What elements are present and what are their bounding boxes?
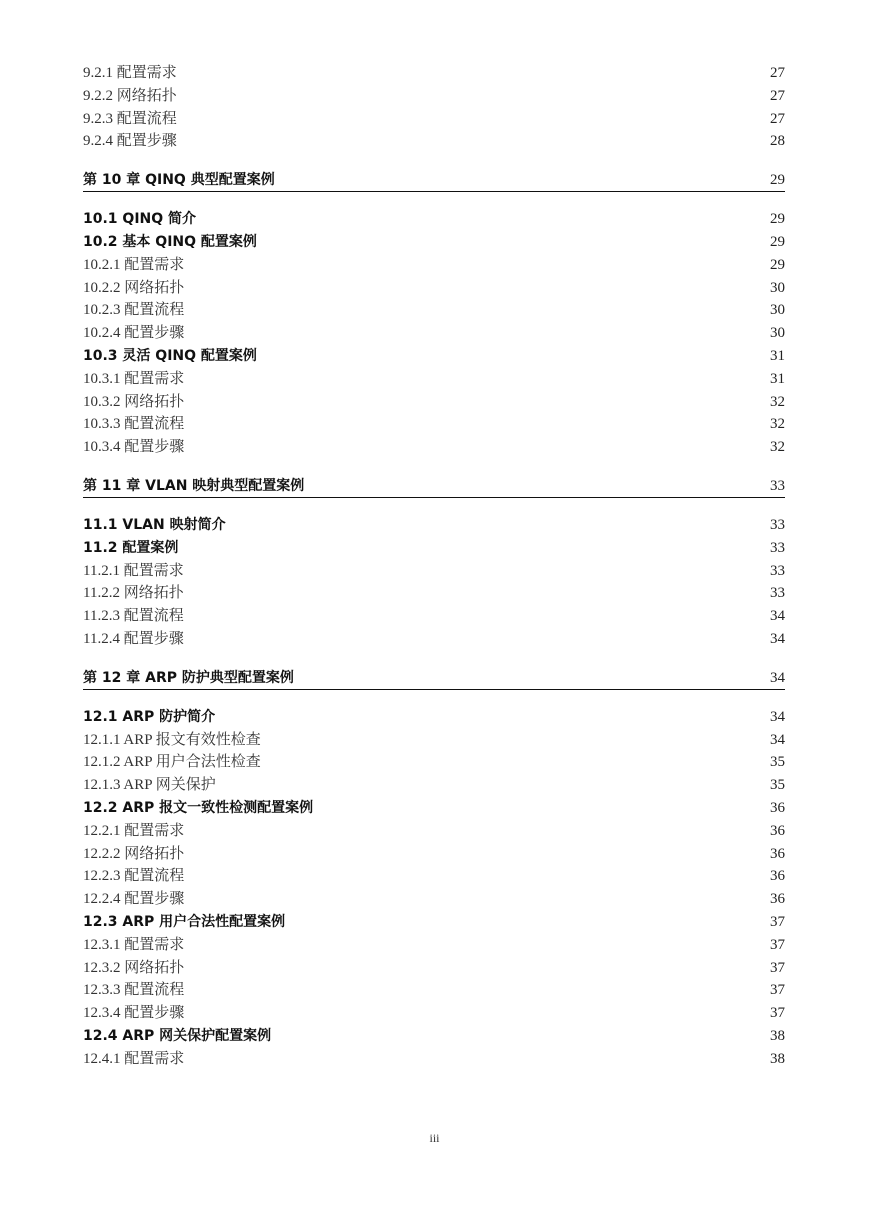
toc-entry-title: 11.1 VLAN 映射简介 [83, 516, 226, 533]
toc-entry-title: 11.2.2 网络拓扑 [83, 585, 184, 602]
toc-entry-title: 12.1.2 ARP 用户合法性检查 [83, 754, 261, 771]
toc-subsection-entry[interactable] [83, 62, 785, 85]
toc-entry-page: 33 [770, 585, 785, 602]
page-number: iii [429, 1131, 440, 1145]
toc-entry-page: 31 [770, 347, 785, 364]
toc-entry-page: 29 [770, 233, 785, 250]
toc-entry-title: 10.2.4 配置步骤 [83, 325, 185, 342]
toc-subsection-entry[interactable] [83, 774, 785, 797]
toc-entry-title: 第 11 章 VLAN 映射典型配置案例 [83, 477, 305, 494]
toc-entry-page: 37 [770, 913, 785, 930]
toc-entry-title: 10.3.2 网络拓扑 [83, 393, 185, 410]
toc-entry-title: 10.3 灵活 QINQ 配置案例 [83, 347, 257, 364]
toc-chapter-entry[interactable] [83, 667, 785, 690]
toc-section-entry[interactable] [83, 706, 785, 729]
toc-entry-page: 37 [770, 936, 785, 953]
toc-subsection-entry[interactable] [83, 85, 785, 108]
toc-section-entry[interactable] [83, 345, 785, 368]
toc-entry-page: 36 [770, 845, 785, 862]
toc-subsection-entry[interactable] [83, 820, 785, 843]
toc-subsection-entry[interactable] [83, 108, 785, 131]
toc-subsection-entry[interactable] [83, 605, 785, 628]
toc-entry-page: 29 [770, 256, 785, 273]
toc-entry-title: 11.2.1 配置需求 [83, 562, 184, 579]
toc-subsection-entry[interactable] [83, 413, 785, 436]
toc-entry-title: 10.3.4 配置步骤 [83, 439, 185, 456]
toc-subsection-entry[interactable] [83, 391, 785, 414]
toc-entry-page: 35 [770, 754, 785, 771]
toc-entry-page: 27 [770, 110, 785, 127]
toc-entry-title: 10.2.1 配置需求 [83, 256, 185, 273]
toc-entry-title: 12.3.4 配置步骤 [83, 1005, 185, 1022]
toc-section-entry[interactable] [83, 797, 785, 820]
toc-entry-page: 34 [770, 669, 785, 686]
toc-entry-page: 36 [770, 799, 785, 816]
toc-entry-title: 10.3.1 配置需求 [83, 370, 185, 387]
toc-section-entry[interactable] [83, 537, 785, 560]
toc-subsection-entry[interactable] [83, 628, 785, 651]
toc-entry-page: 34 [770, 708, 785, 725]
toc-entry-page: 32 [770, 439, 785, 456]
toc-entry-title: 11.2.3 配置流程 [83, 608, 184, 625]
toc-subsection-entry[interactable] [83, 130, 785, 153]
toc-entry-page: 28 [770, 133, 785, 150]
toc-entry-title: 9.2.1 配置需求 [83, 65, 177, 81]
toc-entry-title: 第 10 章 QINQ 典型配置案例 [83, 172, 275, 189]
toc-entry-title: 12.1 ARP 防护简介 [83, 708, 216, 725]
toc-subsection-entry[interactable] [83, 1048, 785, 1071]
toc-entry-title: 11.2 配置案例 [83, 539, 179, 556]
toc-entry-title: 12.2 ARP 报文一致性检测配置案例 [83, 799, 314, 816]
toc-entry-title: 10.3.3 配置流程 [83, 416, 185, 433]
toc-entry-page: 34 [770, 608, 785, 625]
toc-entry-page: 33 [770, 477, 785, 494]
toc-entry-page: 34 [770, 731, 785, 748]
toc-subsection-entry[interactable] [83, 843, 785, 866]
toc-subsection-entry[interactable] [83, 934, 785, 957]
toc-entry-page: 35 [770, 777, 785, 794]
toc-entry-page: 37 [770, 1005, 785, 1022]
toc-entry-title: 10.2.3 配置流程 [83, 302, 185, 319]
toc-entry-page: 32 [770, 393, 785, 410]
toc-entry-page: 36 [770, 868, 785, 885]
toc-entry-page: 33 [770, 562, 785, 579]
toc-entry-title: 12.1.3 ARP 网关保护 [83, 777, 216, 794]
toc-subsection-entry[interactable] [83, 957, 785, 980]
toc-entry-title: 9.2.3 配置流程 [83, 110, 177, 127]
toc-entry-page: 34 [770, 630, 785, 647]
toc-entry-title: 12.2.3 配置流程 [83, 868, 185, 885]
toc-entry-title: 12.3 ARP 用户合法性配置案例 [83, 913, 286, 930]
toc-entry-page: 29 [770, 211, 785, 228]
toc-subsection-entry[interactable] [83, 1002, 785, 1025]
toc-entry-page: 31 [770, 370, 785, 387]
toc-entry-title: 10.1 QINQ 简介 [83, 211, 197, 228]
toc-entry-title: 10.2 基本 QINQ 配置案例 [83, 233, 257, 250]
toc-entry-page: 27 [770, 65, 785, 81]
toc-section-entry[interactable] [83, 1025, 785, 1048]
toc-section-entry[interactable] [83, 911, 785, 934]
toc-entry-page: 38 [770, 1027, 785, 1044]
toc-subsection-entry[interactable] [83, 368, 785, 391]
toc-entry-page: 30 [770, 325, 785, 342]
toc-subsection-entry[interactable] [83, 322, 785, 345]
toc-subsection-entry[interactable] [83, 254, 785, 277]
toc-section-entry[interactable] [83, 514, 785, 537]
toc-subsection-entry[interactable] [83, 277, 785, 300]
toc-entry-title: 9.2.4 配置步骤 [83, 133, 177, 150]
toc-entry-page: 37 [770, 982, 785, 999]
toc-subsection-entry[interactable] [83, 582, 785, 605]
toc-entry-page: 37 [770, 959, 785, 976]
toc-entry-title: 12.4.1 配置需求 [83, 1050, 185, 1067]
toc-entry-title: 12.3.3 配置流程 [83, 982, 185, 999]
toc-entry-title: 12.2.4 配置步骤 [83, 891, 185, 908]
toc-entry-page: 30 [770, 279, 785, 296]
toc-entry-page: 32 [770, 416, 785, 433]
toc-entry-page: 38 [770, 1050, 785, 1067]
toc-subsection-entry[interactable] [83, 436, 785, 459]
toc-subsection-entry[interactable] [83, 888, 785, 911]
toc-subsection-entry[interactable] [83, 865, 785, 888]
toc-section-entry[interactable] [83, 231, 785, 254]
toc-entry-title: 12.3.1 配置需求 [83, 936, 185, 953]
toc-entry-page: 33 [770, 516, 785, 533]
toc-entry-page: 36 [770, 891, 785, 908]
toc-entry-title: 第 12 章 ARP 防护典型配置案例 [83, 669, 294, 686]
toc-entry-title: 9.2.2 网络拓扑 [83, 87, 177, 104]
toc-entry-page: 29 [770, 172, 785, 189]
toc-entry-page: 27 [770, 87, 785, 104]
toc-entry-title: 12.3.2 网络拓扑 [83, 959, 185, 976]
toc-subsection-entry[interactable] [83, 751, 785, 774]
toc-chapter-entry[interactable] [83, 169, 785, 192]
toc-entry-page: 33 [770, 539, 785, 556]
toc-subsection-entry[interactable] [83, 560, 785, 583]
toc-entry-title: 10.2.2 网络拓扑 [83, 279, 185, 296]
toc-section-entry[interactable] [83, 208, 785, 231]
toc-subsection-entry[interactable] [83, 729, 785, 752]
table-of-contents [83, 62, 785, 1070]
toc-entry-page: 36 [770, 822, 785, 839]
toc-entry-page: 30 [770, 302, 785, 319]
toc-entry-title: 12.1.1 ARP 报文有效性检查 [83, 731, 261, 748]
toc-chapter-entry[interactable] [83, 475, 785, 498]
toc-subsection-entry[interactable] [83, 979, 785, 1002]
toc-entry-title: 12.2.2 网络拓扑 [83, 845, 185, 862]
toc-entry-title: 12.2.1 配置需求 [83, 822, 185, 839]
toc-entry-title: 11.2.4 配置步骤 [83, 630, 184, 647]
toc-entry-title: 12.4 ARP 网关保护配置案例 [83, 1027, 272, 1044]
toc-subsection-entry[interactable] [83, 299, 785, 322]
